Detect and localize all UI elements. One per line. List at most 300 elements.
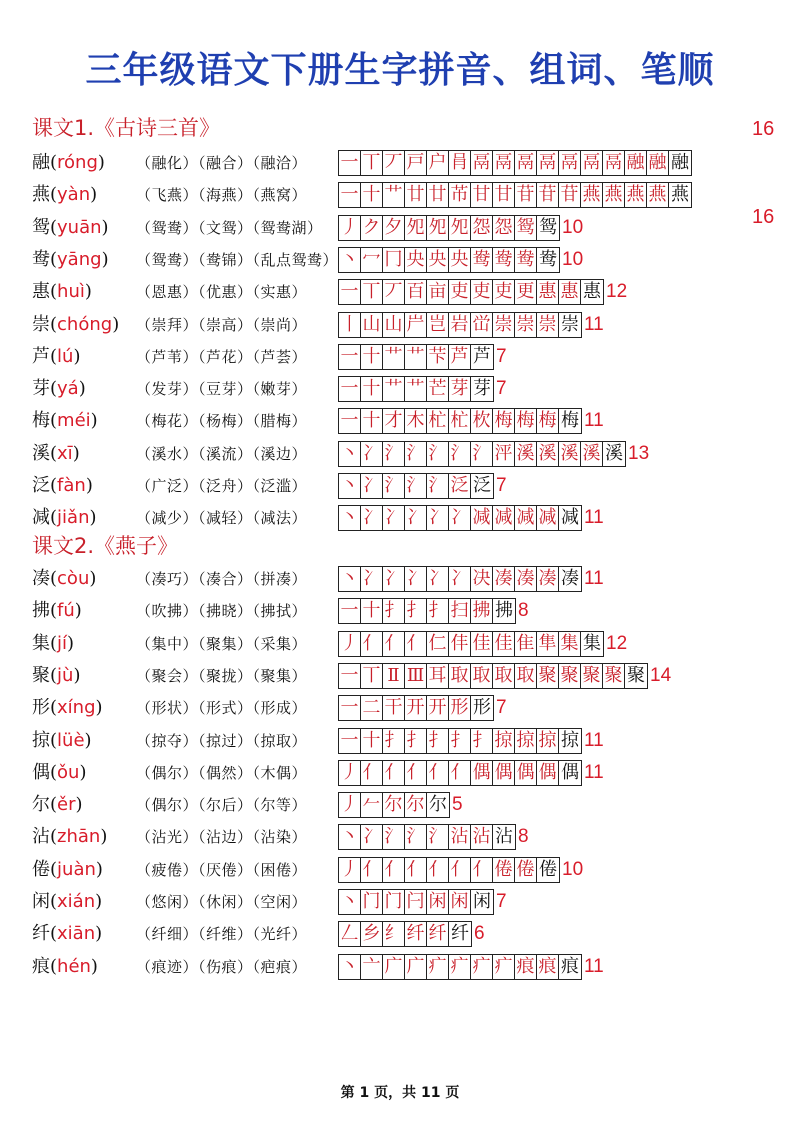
stroke-order-grid [338, 921, 472, 947]
paren: ) [95, 923, 103, 945]
character-row [0, 822, 800, 852]
stroke-step-cell: 芐 [427, 345, 449, 369]
stroke-step-cell: 疒 [493, 955, 515, 979]
character-with-pinyin [32, 310, 119, 340]
word-examples: （广泛）（泛舟）（泛滥） [136, 477, 308, 495]
stroke-step-cell: 氵 [405, 474, 427, 498]
pinyin: yuān [57, 216, 102, 238]
stroke-step-cell: 疒 [471, 955, 493, 979]
stroke-order-grid [338, 150, 692, 176]
stroke-step-cell: ク [361, 216, 383, 240]
paren: ) [74, 600, 82, 622]
word-examples: （偶尔）（偶然）（木偶） [136, 763, 308, 782]
paren: ) [95, 891, 103, 912]
stroke-step-cell: 岩 [449, 313, 471, 337]
pinyin: chóng [57, 313, 113, 335]
stroke-step-cell: 丿 [339, 858, 361, 882]
stroke-step-cell: 亻 [383, 761, 405, 785]
character: 拂 [32, 600, 50, 622]
stroke-step-cell: 木 [405, 409, 427, 433]
character: 鸳 [32, 216, 50, 238]
stroke-step-cell: 杴 [471, 409, 493, 433]
paren: ) [90, 955, 98, 977]
paren: ( [50, 152, 58, 173]
character-with-pinyin [32, 596, 82, 626]
stroke-step-cell: 泛 [449, 474, 471, 498]
stroke-step-cell: 溪 [515, 442, 537, 466]
stroke-step-cell: 聚 [537, 664, 559, 688]
stroke-step-cell: 戸 [405, 151, 427, 175]
stroke-step-cell: 氵 [405, 825, 427, 849]
stroke-step-cell: 央 [405, 248, 427, 272]
stroke-step-cell: 一 [339, 599, 361, 623]
stroke-step-cell: 吏 [471, 280, 493, 304]
stroke-step-cell: 鬲 [515, 151, 537, 175]
character-row [0, 919, 800, 949]
stroke-step-cell: 氵 [427, 442, 449, 466]
stroke-step-cell: 冫 [383, 567, 405, 591]
stroke-step-cell: 取 [471, 664, 493, 688]
stroke-step-cell: 掠 [561, 729, 579, 751]
character: 融 [32, 152, 50, 173]
stroke-step-cell: 氵 [427, 825, 449, 849]
stroke-step-cell: 十 [361, 377, 383, 401]
stroke-step-cell: 峃 [471, 313, 493, 337]
pinyin: xíng [57, 697, 96, 719]
stroke-step-cell: 一 [339, 377, 361, 401]
stroke-order-grid [338, 505, 582, 531]
stroke-step-cell: 十 [361, 729, 383, 753]
paren: ( [50, 378, 58, 400]
word-examples: （纤细）（纤维）（光纤） [136, 925, 308, 944]
stroke-step-cell: 丨 [339, 313, 361, 337]
character-with-pinyin [32, 758, 86, 788]
stroke-order-grid [338, 215, 560, 241]
stroke-step-cell: 减 [471, 506, 493, 530]
character-row [0, 406, 800, 436]
stroke-count: 10 [562, 216, 584, 238]
character-row [0, 629, 800, 659]
stroke-step-cell: 拂 [471, 599, 493, 623]
stroke-step-cell: 丶 [339, 248, 361, 272]
stroke-step-cell: 取 [493, 664, 515, 688]
stroke-step-cell: 疒 [449, 955, 471, 979]
stroke-step-cell: 亻 [427, 858, 449, 882]
stroke-step-cell: 疒 [427, 955, 449, 979]
character-with-pinyin [32, 726, 92, 756]
stroke-step-cell: 杧 [427, 409, 449, 433]
word-examples: （梅花）（杨梅）（腊梅） [136, 412, 308, 431]
stroke-step-cell: 扌 [383, 599, 405, 623]
stroke-order-grid [338, 889, 494, 915]
pinyin: jiǎn [57, 507, 90, 529]
pinyin: hén [57, 955, 91, 977]
paren: ( [50, 184, 58, 206]
paren: ( [50, 794, 58, 816]
stroke-step-cell: 溪 [537, 442, 559, 466]
word-examples: （集中）（聚集）（采集） [136, 634, 308, 653]
word-examples: （溪水）（溪流）（溪边） [136, 444, 308, 463]
stroke-step-cell: 丿 [339, 632, 361, 656]
stroke-step-cell: 拂 [495, 600, 513, 622]
stroke-step-cell: 鸯 [539, 248, 557, 270]
stroke-step-cell: 丶 [339, 474, 361, 498]
stroke-count: 7 [496, 891, 507, 912]
stroke-step-cell: 氵 [471, 442, 493, 466]
stroke-step-cell: 一 [339, 696, 361, 720]
stroke-step-cell: 门 [383, 890, 405, 914]
paren: ) [84, 281, 92, 303]
stroke-step-cell: 鸳 [515, 216, 537, 240]
stroke-step-cell: 凑 [537, 567, 559, 591]
character-row [0, 245, 800, 275]
paren: ) [84, 729, 92, 751]
stroke-step-cell: 纤 [451, 923, 469, 945]
character: 芦 [32, 345, 50, 367]
stroke-step-cell: 怨 [493, 216, 515, 240]
stroke-step-cell: 取 [449, 664, 471, 688]
pinyin: fú [57, 600, 75, 622]
stroke-step-cell: 隹 [515, 632, 537, 656]
word-examples: （沾光）（沾边）（沾染） [136, 828, 308, 847]
stroke-step-cell: 纟 [383, 922, 405, 946]
pinyin: ěr [57, 794, 76, 816]
stroke-step-cell: 冫 [405, 506, 427, 530]
character: 掠 [32, 729, 50, 751]
character-row [0, 310, 800, 340]
stroke-step-cell: 燕 [647, 183, 669, 207]
stroke-step-cell: 艹 [405, 345, 427, 369]
stroke-step-cell: 闲 [449, 890, 471, 914]
stroke-step-cell: 冖 [361, 248, 383, 272]
stroke-step-cell: 苷 [515, 183, 537, 207]
stroke-step-cell: 才 [383, 409, 405, 433]
stroke-step-cell: 丶 [339, 442, 361, 466]
paren: ( [50, 858, 58, 880]
stroke-step-cell: 𠂉 [361, 793, 383, 817]
paren: ) [73, 664, 81, 686]
character: 聚 [32, 664, 50, 686]
paren: ( [50, 313, 58, 335]
pinyin: xián [57, 891, 96, 912]
stroke-step-cell: 倦 [539, 858, 557, 880]
stroke-step-cell: 丆 [383, 280, 405, 304]
stroke-step-cell: 决 [471, 567, 493, 591]
stroke-step-cell: 丆 [383, 151, 405, 175]
stroke-count: 6 [474, 923, 485, 945]
stroke-step-cell: 凑 [515, 567, 537, 591]
stroke-step-cell: 央 [449, 248, 471, 272]
stroke-step-cell: 二 [361, 696, 383, 720]
stroke-step-cell: 一 [339, 151, 361, 175]
stroke-step-cell: 亻 [361, 761, 383, 785]
character-row [0, 439, 800, 469]
stroke-order-grid [338, 473, 494, 499]
stroke-step-cell: 凑 [493, 567, 515, 591]
character-with-pinyin [32, 855, 103, 885]
stroke-step-cell: 冫 [449, 506, 471, 530]
paren: ( [50, 697, 58, 719]
stroke-step-cell: 氵 [427, 474, 449, 498]
pinyin: yàn [57, 184, 91, 206]
stroke-step-cell: 艹 [405, 377, 427, 401]
stroke-count: 11 [584, 568, 604, 589]
paren: ) [78, 378, 86, 400]
paren: ) [72, 442, 80, 464]
paren: ( [50, 281, 58, 303]
paren: ( [50, 664, 58, 686]
stroke-order-grid [338, 376, 494, 402]
character-row [0, 213, 800, 243]
stroke-step-cell: 冫 [449, 567, 471, 591]
stroke-step-cell: 丿 [339, 761, 361, 785]
character: 溪 [32, 442, 50, 464]
pinyin: zhān [57, 826, 101, 848]
stroke-step-cell: 亻 [449, 761, 471, 785]
stroke-count: 14 [650, 664, 672, 686]
stroke-step-cell: 惠 [537, 280, 559, 304]
stroke-step-cell: 亻 [405, 761, 427, 785]
paren: ) [75, 794, 83, 816]
paren: ) [90, 184, 98, 206]
pinyin: róng [57, 152, 98, 173]
stroke-step-cell: 融 [625, 151, 647, 175]
word-examples: （飞燕）（海燕）（燕窝） [136, 186, 308, 205]
word-examples: （鸳鸯）（文鸳）（鸳鸯湖） [136, 218, 323, 237]
stroke-step-cell: 纤 [405, 922, 427, 946]
stroke-count: 13 [628, 442, 650, 464]
character-with-pinyin [32, 342, 80, 372]
paren: ( [50, 410, 58, 432]
character-row [0, 758, 800, 788]
stroke-count: 10 [562, 858, 584, 880]
stroke-step-cell: 梅 [493, 409, 515, 433]
stroke-step-cell: 掠 [537, 729, 559, 753]
stroke-count: 10 [562, 248, 584, 270]
word-examples: （聚会）（聚拢）（聚集） [136, 666, 308, 685]
stroke-step-cell: 冫 [427, 506, 449, 530]
stroke-step-cell: 甘 [471, 183, 493, 207]
character: 泛 [32, 475, 50, 496]
paren: ) [95, 697, 103, 719]
character-with-pinyin [32, 213, 109, 243]
stroke-step-cell: 廿 [405, 183, 427, 207]
stroke-step-cell: 溪 [559, 442, 581, 466]
stroke-step-cell: 一 [339, 729, 361, 753]
character-row [0, 952, 800, 982]
stroke-step-cell: 一 [339, 183, 361, 207]
paren: ( [50, 600, 58, 622]
stroke-step-cell: 亻 [427, 761, 449, 785]
character: 芽 [32, 378, 50, 400]
word-examples: （悠闲）（休闲）（空闲） [136, 893, 308, 911]
stroke-step-cell: 痕 [537, 955, 559, 979]
stroke-step-cell: 冂 [383, 248, 405, 272]
stroke-count: 7 [496, 378, 507, 400]
stroke-step-cell: 山 [361, 313, 383, 337]
character-with-pinyin [32, 406, 98, 436]
stroke-step-cell: 闲 [473, 891, 491, 912]
character: 凑 [32, 568, 50, 589]
stroke-step-cell: 鬲 [603, 151, 625, 175]
paren: ) [112, 313, 120, 335]
stroke-step-cell: 芽 [473, 378, 491, 400]
stroke-count: 11 [584, 410, 604, 432]
word-examples: （痕迹）（伤痕）（疤痕） [136, 957, 308, 976]
stroke-step-cell: 更 [515, 280, 537, 304]
section-heading: 课文1.《古诗三首》 [32, 116, 221, 140]
stroke-step-cell: 丅 [361, 664, 383, 688]
paren: ( [50, 955, 58, 977]
stroke-count: 11 [584, 507, 604, 529]
stroke-count: 8 [518, 600, 529, 622]
stroke-count: 12 [606, 632, 628, 654]
page-title: 三年级语文下册生字拼音、组词、笔顺 [85, 49, 715, 91]
character-with-pinyin [32, 822, 107, 852]
stroke-step-cell: 偶 [471, 761, 493, 785]
stroke-step-cell: 崇 [561, 313, 579, 335]
stroke-step-cell: 惠 [559, 280, 581, 304]
character-row [0, 693, 800, 723]
word-examples: （掠夺）（掠过）（掠取） [136, 731, 308, 750]
word-examples: （恩惠）（优惠）（实惠） [136, 283, 308, 302]
character: 偶 [32, 761, 50, 783]
stroke-step-cell: 崇 [493, 313, 515, 337]
stroke-step-cell: 偶 [515, 761, 537, 785]
stroke-step-cell: 氵 [383, 825, 405, 849]
paren: ( [50, 632, 58, 654]
stroke-step-cell: 氵 [383, 474, 405, 498]
character-row [0, 726, 800, 756]
character-with-pinyin [32, 952, 98, 982]
stroke-step-cell: 形 [473, 697, 491, 719]
paren: ) [89, 507, 97, 529]
stroke-step-cell: 惠 [583, 281, 601, 303]
stroke-count: 5 [452, 794, 463, 816]
character-with-pinyin [32, 790, 83, 820]
stroke-order-grid [338, 408, 582, 434]
paren: ( [50, 761, 58, 783]
stroke-order-grid [338, 728, 582, 754]
stroke-order-grid [338, 631, 604, 657]
stroke-step-cell: 吏 [493, 280, 515, 304]
stroke-step-cell: 融 [671, 152, 689, 173]
stroke-step-cell: 偶 [537, 761, 559, 785]
pinyin: yá [57, 378, 79, 400]
stroke-order-grid [338, 663, 648, 689]
stroke-count: 12 [606, 281, 628, 303]
stroke-step-cell: 广 [405, 955, 427, 979]
stroke-step-cell: 艹 [383, 183, 405, 207]
stroke-step-cell: 央 [427, 248, 449, 272]
stroke-count: 16 [752, 118, 775, 140]
stroke-step-cell: 聚 [603, 664, 625, 688]
stroke-count: 7 [496, 345, 507, 367]
pinyin: lüè [57, 729, 85, 751]
paren: ( [50, 216, 58, 238]
stroke-step-cell: 闩 [405, 890, 427, 914]
stroke-step-cell: 减 [537, 506, 559, 530]
paren: ) [97, 152, 105, 173]
stroke-order-grid [338, 279, 604, 305]
paren: ( [50, 345, 58, 367]
stroke-step-cell: 聚 [581, 664, 603, 688]
stroke-step-cell: 偶 [561, 761, 579, 783]
stroke-order-grid [338, 760, 582, 786]
paren: ) [85, 475, 93, 496]
stroke-step-cell: 山 [383, 313, 405, 337]
stroke-count: 11 [584, 955, 604, 977]
stroke-step-cell: 鬲 [559, 151, 581, 175]
character-row [0, 471, 800, 501]
stroke-step-cell: 鬲 [493, 151, 515, 175]
stroke-order-grid [338, 182, 692, 208]
stroke-order-grid [338, 824, 516, 850]
stroke-step-cell: 芽 [449, 377, 471, 401]
paren: ) [79, 761, 87, 783]
paren: ( [50, 475, 58, 496]
stroke-step-cell: 冫 [361, 567, 383, 591]
stroke-step-cell: 沾 [495, 826, 513, 848]
stroke-step-cell: 丶 [339, 955, 361, 979]
word-examples: （凑巧）（凑合）（拼凑） [136, 570, 308, 588]
stroke-step-cell: 倦 [515, 858, 537, 882]
stroke-step-cell: 亠 [361, 955, 383, 979]
stroke-step-cell: 屵 [405, 313, 427, 337]
stroke-step-cell: 冫 [427, 567, 449, 591]
paren: ( [50, 442, 58, 464]
stroke-step-cell: 佳 [493, 632, 515, 656]
stroke-step-cell: 芒 [427, 377, 449, 401]
character-row [0, 277, 800, 307]
stroke-step-cell: 怨 [471, 216, 493, 240]
stroke-step-cell: 亻 [405, 632, 427, 656]
stroke-count: 8 [518, 826, 529, 848]
stroke-order-grid [338, 441, 626, 467]
stroke-step-cell: 广 [383, 955, 405, 979]
stroke-step-cell: 夕 [383, 216, 405, 240]
stroke-step-cell: 艹 [383, 345, 405, 369]
word-examples: （鸳鸯）（鸯锦）（乱点鸳鸯） [136, 250, 339, 269]
stroke-step-cell: 亻 [383, 632, 405, 656]
stroke-step-cell: 鬲 [581, 151, 603, 175]
stroke-step-cell: 氵 [449, 442, 471, 466]
pinyin: jù [57, 664, 74, 686]
stroke-order-grid [338, 792, 450, 818]
stroke-step-cell: 闲 [427, 890, 449, 914]
pinyin: huì [57, 281, 85, 303]
stroke-step-cell: 燕 [581, 183, 603, 207]
stroke-step-cell: 氵 [383, 442, 405, 466]
pinyin: fàn [57, 475, 86, 496]
stroke-step-cell: 冫 [361, 474, 383, 498]
stroke-step-cell: 崇 [537, 313, 559, 337]
stroke-step-cell: 鸳 [539, 216, 557, 238]
stroke-step-cell: 肙 [449, 151, 471, 175]
stroke-order-grid [338, 954, 582, 980]
stroke-step-cell: 丶 [339, 506, 361, 530]
stroke-step-cell: 亻 [383, 858, 405, 882]
stroke-step-cell: 芦 [449, 345, 471, 369]
stroke-step-cell: 减 [561, 507, 579, 529]
paren: ) [89, 568, 97, 589]
stroke-step-cell: 痕 [515, 955, 537, 979]
stroke-step-cell: 丿 [339, 793, 361, 817]
character-with-pinyin [32, 148, 105, 178]
stroke-step-cell: 燕 [671, 184, 689, 206]
stroke-step-cell: 扌 [427, 729, 449, 753]
stroke-step-cell: 干 [383, 696, 405, 720]
